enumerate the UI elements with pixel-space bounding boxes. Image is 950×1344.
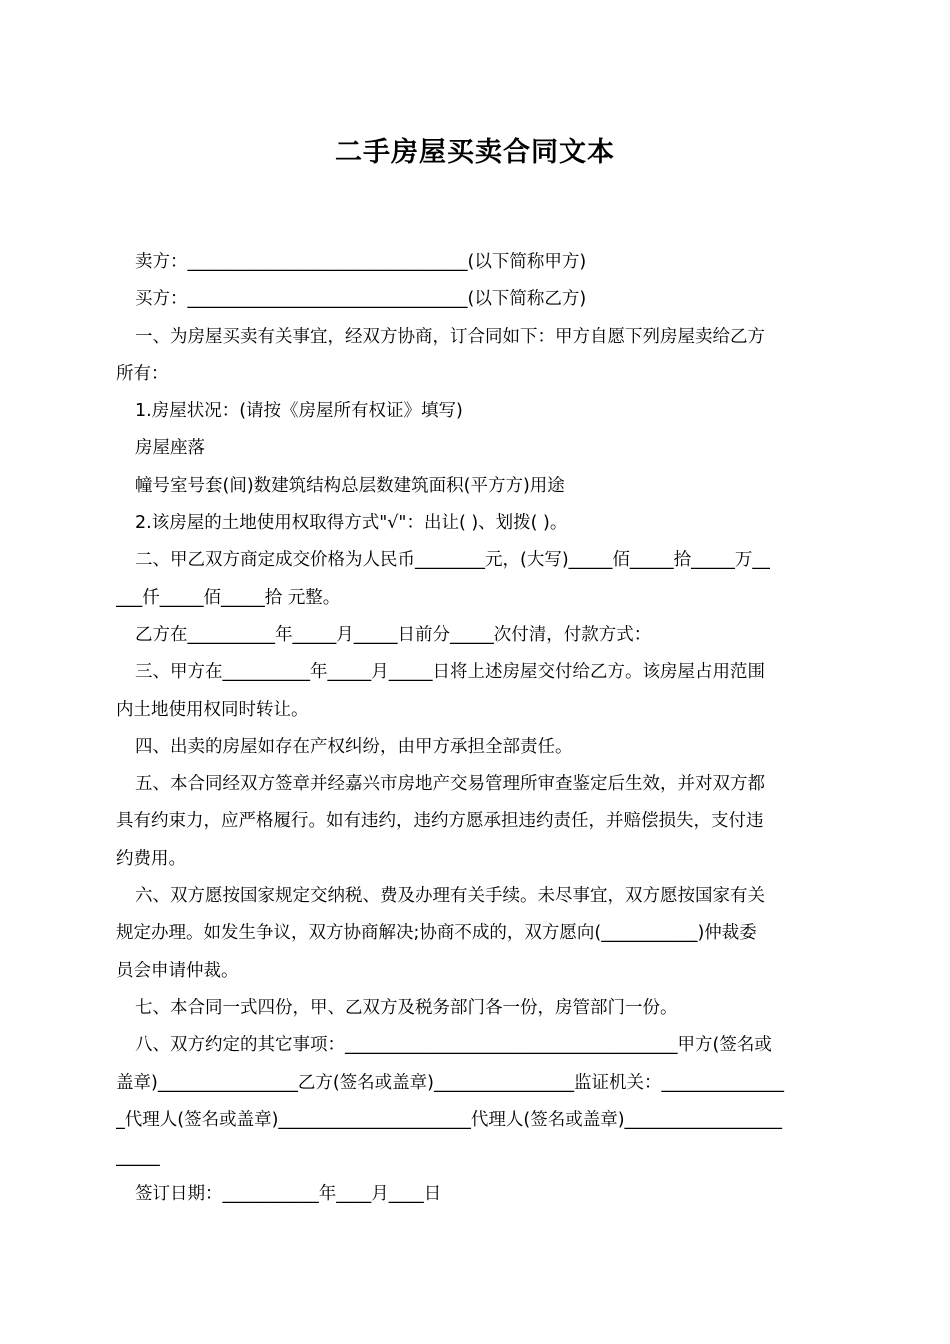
signing-date-line: 签订日期：___________年____月____日 — [135, 1184, 442, 1205]
clause-2-line-2: ___仟_____佰_____拾 元整。 — [116, 587, 341, 608]
land-use-line: 2.该房屋的土地使用权取得方式"√"：出让( )、划拨( )。 — [135, 513, 568, 534]
clause-8-line-2: 盖章)________________乙方(签名或盖章)________________监证机关：______________ — [116, 1072, 784, 1093]
clause-7-line: 七、本合同一式四份，甲、乙双方及税务部门各一份，房管部门一份。 — [135, 997, 678, 1018]
payment-line: 乙方在__________年_____月_____日前分_____次付清，付款方式： — [135, 624, 652, 645]
clause-6-line-1: 六、双方愿按国家规定交纳税、费及办理有关手续。未尽事宜，双方愿按国家有关 — [135, 886, 765, 907]
house-status-line: 1.房屋状况：(请按《房屋所有权证》填写) — [135, 401, 463, 422]
clause-5-line-2: 具有约束力，应严格履行。如有违约，违约方愿承担违约责任，并赔偿损失，支付违 — [116, 811, 764, 832]
seller-line: 卖方：________________________________(以下简称甲方) — [135, 252, 587, 272]
clause-6-line-2: 规定办理。如发生争议，双方协商解决;协商不成的，双方愿向(___________)仲裁委 — [116, 923, 757, 944]
clause-8-line-4: _____ — [116, 1147, 160, 1168]
clause-1-line-2: 所有： — [116, 363, 169, 384]
clause-2-line-1: 二、甲乙双方商定成交价格为人民币________元，(大写)_____佰_____拾_____万__ — [135, 550, 770, 571]
house-location-line: 房屋座落 — [135, 438, 205, 459]
clause-5-line-3: 约费用。 — [116, 848, 186, 869]
clause-8-line-1: 八、双方约定的其它事项：______________________________________甲方(签名或 — [135, 1035, 772, 1056]
clause-5-line-1: 五、本合同经双方签章并经嘉兴市房地产交易管理所审查鉴定后生效，并对双方都 — [135, 774, 765, 795]
clause-4-line: 四、出卖的房屋如存在产权纠纷，由甲方承担全部责任。 — [135, 736, 573, 757]
clause-6-line-3: 员会申请仲裁。 — [116, 960, 239, 981]
document-title: 二手房屋买卖合同文本 — [335, 137, 615, 168]
clause-1-line-1: 一、为房屋买卖有关事宜，经双方协商，订合同如下：甲方自愿下列房屋卖给乙方 — [135, 326, 765, 347]
house-fields-line: 幢号室号套(间)数建筑结构总层数建筑面积(平方方)用途 — [135, 475, 565, 496]
clause-3-line-2: 内土地使用权同时转让。 — [116, 699, 309, 720]
clause-3-line-1: 三、甲方在__________年_____月_____日将上述房屋交付给乙方。该房屋占用范围 — [135, 662, 765, 683]
clause-8-line-3: _代理人(签名或盖章)______________________代理人(签名或盖章)__________________ — [116, 1109, 783, 1130]
buyer-line: 买方：________________________________(以下简称乙方) — [135, 289, 587, 310]
contract-body — [116, 244, 836, 1214]
